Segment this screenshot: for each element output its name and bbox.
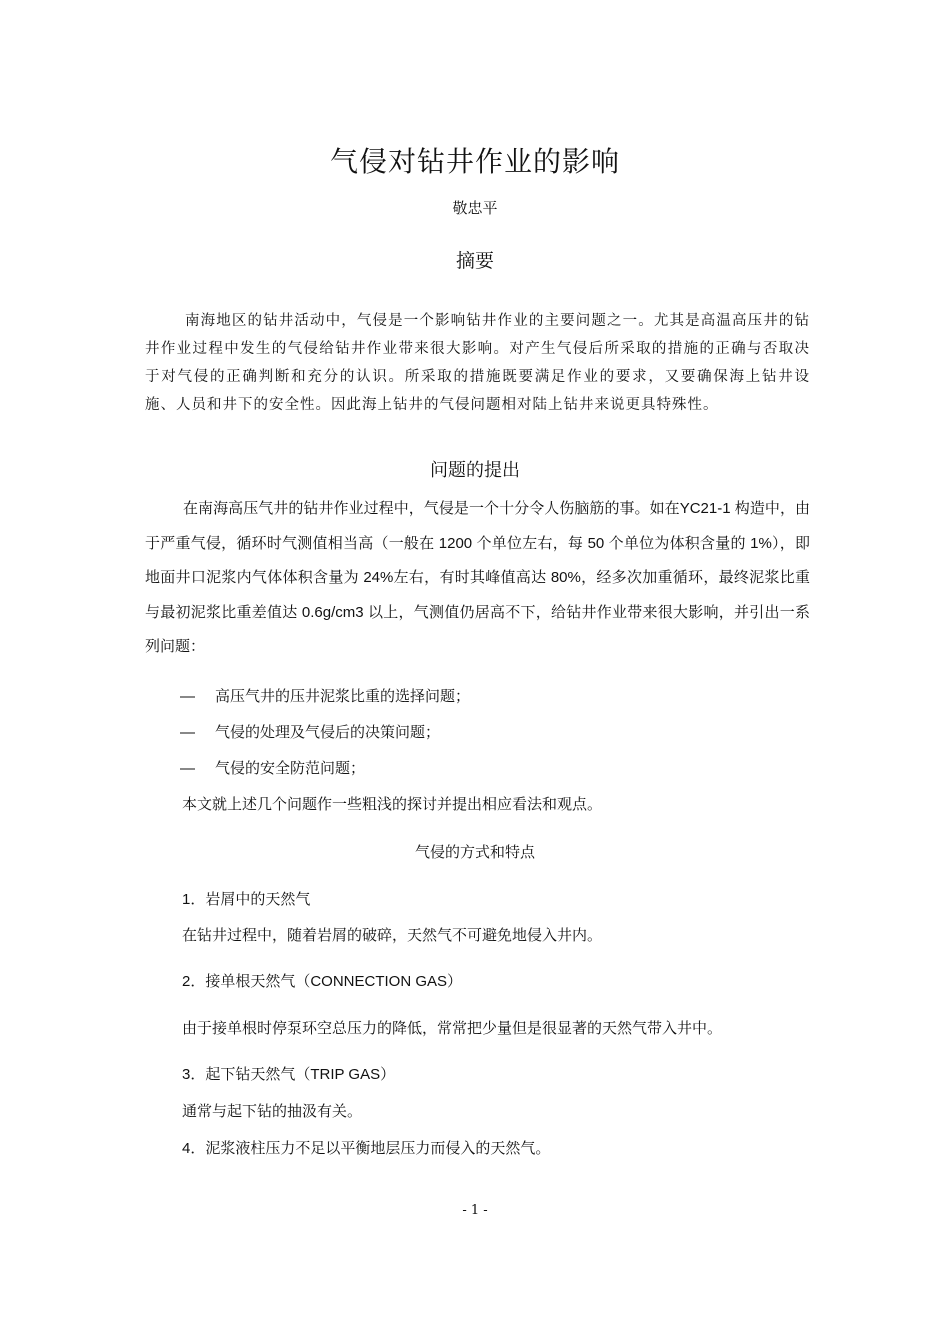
item-description: 通常与起下钻的抽汲有关。 bbox=[182, 1103, 363, 1120]
list-item bbox=[180, 757, 365, 778]
abstract-text: 南海地区的钻井活动中，气侵是一个影响钻井作业的主要问题之一。尤其是高温高压井的钻井作业过程中发生的气侵给钻井作业带来很大影响。对产生气侵后所采取的措施的正确与否取决于对气侵的正确判断和充分的认识。所采取的措施既要满足作业的要求，又要确保海上钻井设施、人员和井下的安全性。因此海上钻井的气侵问题相对陆上钻井来说更具特殊性。 bbox=[145, 313, 810, 413]
list-item bbox=[180, 721, 440, 742]
conclusion-text: 本文就上述几个问题作一些粗浅的探讨并提出相应看法和观点。 bbox=[182, 796, 603, 813]
item-description: 由于接单根时停泵环空总压力的降低，常常把少量但是很显著的天然气带入井中。 bbox=[182, 1020, 723, 1037]
item-label: 3．起下钻天然气（TRIP GAS） bbox=[182, 1066, 396, 1083]
section-heading-problem: 问题的提出 bbox=[430, 460, 520, 481]
list-dash: — bbox=[180, 760, 195, 777]
list-item-text: 气侵的安全防范问题； bbox=[215, 760, 366, 777]
section-heading-gas-types: 气侵的方式和特点 bbox=[414, 844, 535, 861]
item-label: 1．岩屑中的天然气 bbox=[182, 891, 311, 908]
list-item-text: 高压气井的压井泥浆比重的选择问题； bbox=[215, 688, 471, 705]
item-label: 2．接单根天然气（CONNECTION GAS） bbox=[182, 973, 463, 990]
list-dash: — bbox=[180, 688, 195, 705]
body-paragraph: 在南海高压气井的钻井作业过程中，气侵是一个十分令人伤脑筋的事。如在YC21-1 构造中，由于严重气侵，循环时气测值相当高（一般在 1200 个单位左右，每 50 个单位为体积含量的 1%），即地面井口泥浆内气体体积含量为 24%左右，有时其峰值高达 80%，经多次加重循环，最终泥浆比重与最初泥浆比重差值达 0.6g/cm3 以上，气测值仍居高不下，给钻井作业带来很大影响，并引出一系列问题： bbox=[145, 500, 810, 655]
item-label: 4．泥浆液柱压力不足以平衡地层压力而侵入的天然气。 bbox=[182, 1140, 551, 1157]
page-number: - 1 - bbox=[462, 1203, 488, 1218]
item-description: 在钻井过程中，随着岩屑的破碎，天然气不可避免地侵入井内。 bbox=[182, 927, 603, 944]
author-name: 敬忠平 bbox=[452, 199, 498, 217]
document-title: 气侵对钻井作业的影响 bbox=[329, 145, 620, 178]
list-item bbox=[180, 685, 470, 706]
list-item-text: 气侵的处理及气侵后的决策问题； bbox=[215, 724, 441, 741]
abstract-heading: 摘要 bbox=[455, 250, 494, 272]
list-dash: — bbox=[180, 724, 195, 741]
